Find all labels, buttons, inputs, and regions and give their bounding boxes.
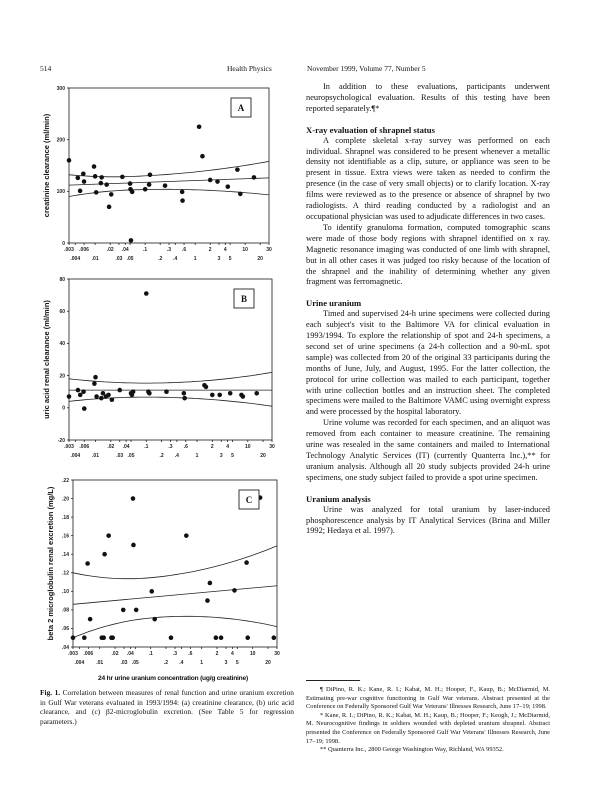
x-tick-label-lower: 20 (260, 453, 266, 459)
footnote: * Kane, R. I.; DiPino, R. K.; Kabat, M. H.; Kaup, B.; Hooper, F.; Keogh, J.; McDiarmid, M. Neurocognitive findings in soldiers wounded with depleted uranium shrapnel. Abstract presented the Conference on Federally Sponsored Gulf War Veterans' Illnesses Research, June 17–19; 1998. (306, 711, 550, 745)
footnote: ** Quanterra Inc., 2800 George Washington Way, Richland, WA 99352. (320, 746, 504, 754)
x-tick-label-lower: 5 (231, 453, 234, 459)
x-tick-label-upper: .02 (106, 247, 114, 253)
y-tick-label: 0 (62, 240, 65, 247)
y-tick-label: 0 (62, 405, 65, 412)
panel-label: B (240, 294, 248, 304)
x-tick-label-lower: 3 (219, 453, 223, 459)
y-tick-label: .08 (62, 607, 69, 614)
data-point (131, 496, 136, 501)
x-tick-label-lower: .01 (96, 660, 104, 666)
x-tick-label-lower: .2 (163, 660, 169, 666)
data-point (272, 635, 277, 640)
data-point (245, 635, 250, 640)
x-tick-label-lower: 1 (195, 453, 199, 459)
issue-info: November 1999, Volume 77, Number 5 (307, 64, 426, 73)
x-tick-label-upper: 4 (226, 444, 229, 450)
x-tick-label-upper: .003 (68, 651, 78, 657)
x-tick-label-upper: 30 (266, 247, 272, 253)
body-column (306, 82, 550, 537)
paragraph: In addition to these evaluations, participants underwent neuropsychological evaluation. Results of this testing have been reported separately.¶* (306, 82, 550, 113)
x-tick-label-upper: .3 (172, 651, 178, 657)
x-tick-label-upper: .006 (83, 651, 94, 657)
x-tick-label-upper: 10 (242, 247, 248, 253)
paragraph: A complete skeletal x-ray survey was performed on each individual. Shrapnel was considered to be present whenever a metallic density not identifiable as a clip, suture, or appliance was seen to be present in tissue. Extra views were taken as needed to confirm the presence (in the case of very small objects) or to clarify location. X-ray films were reviewed as to the presence or absence of shrapnel by two radiologists. A third reading conducted by a radiologist and an occupational physician was used to adjudicate differences in two cases. (306, 135, 550, 221)
x-tick-label-lower: 5 (235, 660, 239, 666)
data-point (149, 589, 154, 594)
data-point (169, 635, 174, 640)
paragraph: Timed and supervised 24-h urine specimens were collected during each subject's visit to the Baltimore VA for clinical evaluation in 1993/1994. To explore the relationship of spot and 24-h specimens, a second set of urine specimens (a 24-h collection and a 90-mL spot sample) was collected from 20 of the original 33 participants during the months of June, July, and August, 1995. For the latter collection, the protocol for urine collection was mailed to each participant, together with urine collection bottles and an instruction sheet. The completed specimens were mailed to the Baltimore VAMC using overnight express and were processed by the hospital laboratory. (306, 309, 550, 417)
x-tick-label-upper: .1 (143, 247, 148, 253)
panel-label: A (237, 103, 245, 113)
y-tick-label: .04 (62, 644, 69, 651)
x-tick-label-upper: .04 (122, 444, 130, 450)
y-tick-label: .12 (62, 570, 69, 577)
x-tick-label-lower: 20 (265, 660, 271, 666)
data-point (244, 560, 249, 565)
x-tick-label-upper: .006 (79, 247, 89, 253)
y-tick-label: -20 (57, 437, 65, 444)
x-tick-label-upper: .1 (144, 444, 149, 450)
x-tick-label-upper: 2 (208, 247, 212, 253)
x-tick-label-upper: .003 (64, 247, 74, 253)
x-tick-label-lower: 1 (200, 660, 204, 666)
x-tick-label-upper: .1 (148, 651, 153, 657)
y-tick-label: .20 (62, 496, 69, 503)
x-tick-label-lower: .004 (74, 660, 85, 666)
x-tick-label-upper: 2 (215, 651, 219, 657)
y-tick-label: 100 (56, 189, 65, 196)
x-tick-label-upper: .6 (188, 651, 193, 657)
y-tick-label: 80 (59, 276, 65, 283)
data-point (106, 533, 111, 538)
data-point (152, 617, 157, 622)
x-tick-label-upper: 30 (274, 651, 280, 657)
x-tick-label-lower: 5 (228, 256, 232, 262)
x-tick-label-upper: .003 (64, 444, 74, 450)
x-tick-label-upper: .04 (126, 651, 134, 657)
x-tick-label-upper: .02 (107, 444, 115, 450)
section-heading-urine: Urine uranium (306, 298, 362, 309)
x-tick-label-lower: .03 (116, 453, 124, 459)
y-tick-label: .06 (62, 626, 69, 633)
section-heading-analysis: Uranium analysis (306, 493, 371, 504)
data-point (134, 608, 139, 613)
y-tick-label: .16 (62, 533, 69, 540)
x-tick-label-upper: .6 (181, 247, 187, 253)
journal-title: Health Physics (227, 64, 272, 73)
footnote-rule (306, 680, 360, 681)
x-tick-label-upper: .02 (111, 651, 119, 657)
data-point (82, 635, 87, 640)
x-tick-label-lower: .01 (91, 256, 99, 262)
x-tick-label-upper: 10 (249, 651, 256, 657)
x-tick-label-lower: .2 (159, 453, 164, 459)
x-tick-label-upper: .006 (79, 444, 90, 450)
x-tick-label-lower: .2 (158, 256, 163, 262)
regression-line (73, 586, 277, 605)
section-heading-xray: X-ray evaluation of shrapnel status (306, 124, 435, 135)
x-tick-label-lower: 20 (257, 256, 263, 262)
data-point (71, 635, 76, 640)
y-axis-label: uric acid renal clearance (ml/min) (42, 300, 51, 419)
data-point (88, 617, 93, 622)
y-tick-label: .10 (62, 589, 69, 596)
data-point (205, 598, 210, 603)
footnote: ¶ DiPino, R. K.; Kane, R. I.; Kabat, M. H.; Hooper, F., Kaup, B.; McDiarmid, M. Estimating pre-war cognitive functioning in Gulf War veterans. Abstract presented at the Conference on Federally Sponsored Gulf War Veterans' Illnesses Research, June 17–19; 1998. (306, 686, 550, 711)
data-point (121, 608, 126, 613)
x-tick-label-lower: 1 (193, 256, 197, 262)
caption-text: Correlation between measures of renal function and urine uranium excretion in Gulf War veterans evaluated in 1993/1994: (a) creatinine clearance, (b) uric acid clearance, and (c) β2-microglobulin excretion. (See Table 5 for regression parameters.) (40, 688, 294, 726)
x-tick-label-lower: 3 (224, 660, 228, 666)
x-tick-label-lower: .05 (126, 256, 134, 262)
y-tick-label: 200 (56, 137, 65, 144)
data-point (102, 552, 107, 557)
x-tick-label-upper: 4 (223, 247, 227, 253)
x-tick-label-upper: 4 (230, 651, 234, 657)
data-point (232, 588, 237, 593)
x-tick-label-upper: .3 (168, 444, 173, 450)
data-point (85, 561, 90, 566)
y-tick-label: 300 (56, 85, 65, 92)
x-tick-label-lower: .4 (174, 453, 179, 459)
x-tick-label-lower: .03 (120, 660, 128, 666)
caption-label: Fig. 1. (40, 688, 61, 697)
data-point (110, 635, 115, 640)
y-tick-label: 40 (59, 341, 65, 348)
data-point (219, 635, 224, 640)
y-tick-label: .14 (62, 552, 69, 559)
data-point (214, 635, 219, 640)
x-tick-label-lower: .05 (131, 660, 139, 666)
x-tick-label-upper: 10 (245, 444, 251, 450)
data-point (184, 533, 189, 538)
x-tick-label-upper: 30 (269, 444, 275, 450)
x-tick-label-lower: .004 (70, 256, 81, 262)
y-axis-label: beta 2 microglobulin renal excretion (mg/L) (46, 486, 55, 641)
data-point (208, 581, 213, 586)
y-tick-label: .18 (62, 514, 69, 521)
y-axis-label: creatinine clearance (ml/min) (42, 113, 51, 218)
y-tick-label: .22 (62, 477, 69, 484)
y-tick-label: 20 (59, 373, 65, 380)
y-tick-label: 60 (59, 309, 65, 315)
confidence-band-lower (73, 616, 277, 637)
panel-label: C (245, 495, 253, 505)
x-tick-label-lower: .004 (70, 453, 81, 459)
footnotes (306, 686, 550, 755)
x-tick-label-upper: 2 (210, 444, 214, 450)
x-tick-label-upper: .04 (121, 247, 129, 253)
x-tick-label-lower: 3 (217, 256, 221, 262)
x-tick-label-lower: .4 (173, 256, 178, 262)
x-axis-title: 24 hr urine uranium concentration (ug/g creatinine) (98, 675, 248, 682)
figure-caption (40, 688, 294, 726)
page-number: 514 (40, 64, 52, 73)
data-point (101, 635, 106, 640)
x-tick-label-lower: .05 (127, 453, 135, 459)
x-tick-label-lower: .03 (115, 256, 123, 262)
x-tick-label-upper: .3 (166, 247, 172, 253)
data-point (131, 543, 136, 548)
x-tick-label-lower: .01 (92, 453, 100, 459)
x-tick-label-upper: .6 (183, 444, 188, 450)
paragraph: Urine was analyzed for total uranium by laser-induced phosphorescence analysis by IT Analytical Services (Brina and Miller 1992; Hedaya et al. 1997). (306, 504, 550, 536)
x-tick-label-lower: .4 (179, 660, 184, 666)
paragraph: To identify granuloma formation, computed tomographic scans were made of those body regions with shrapnel identified on x ray. Magnetic resonance imaging was conducted of one limb with shrapnel, but in all other cases it was judged too risky because of the location of the shrapnel and the inability of determining whether any given fragment was ferromagnetic. (306, 222, 550, 287)
paragraph: Urine volume was recorded for each specimen, and an aliquot was removed from each container to measure creatinine. The remaining urine was resealed in the same containers and mailed to International Technology Analytic Services (IT) (currently Quanterra Inc.),** for uranium analysis. Although all 20 study subjects provided 24-h urine specimens, one study subject failed to provide a spot urine specimen. (306, 418, 550, 482)
